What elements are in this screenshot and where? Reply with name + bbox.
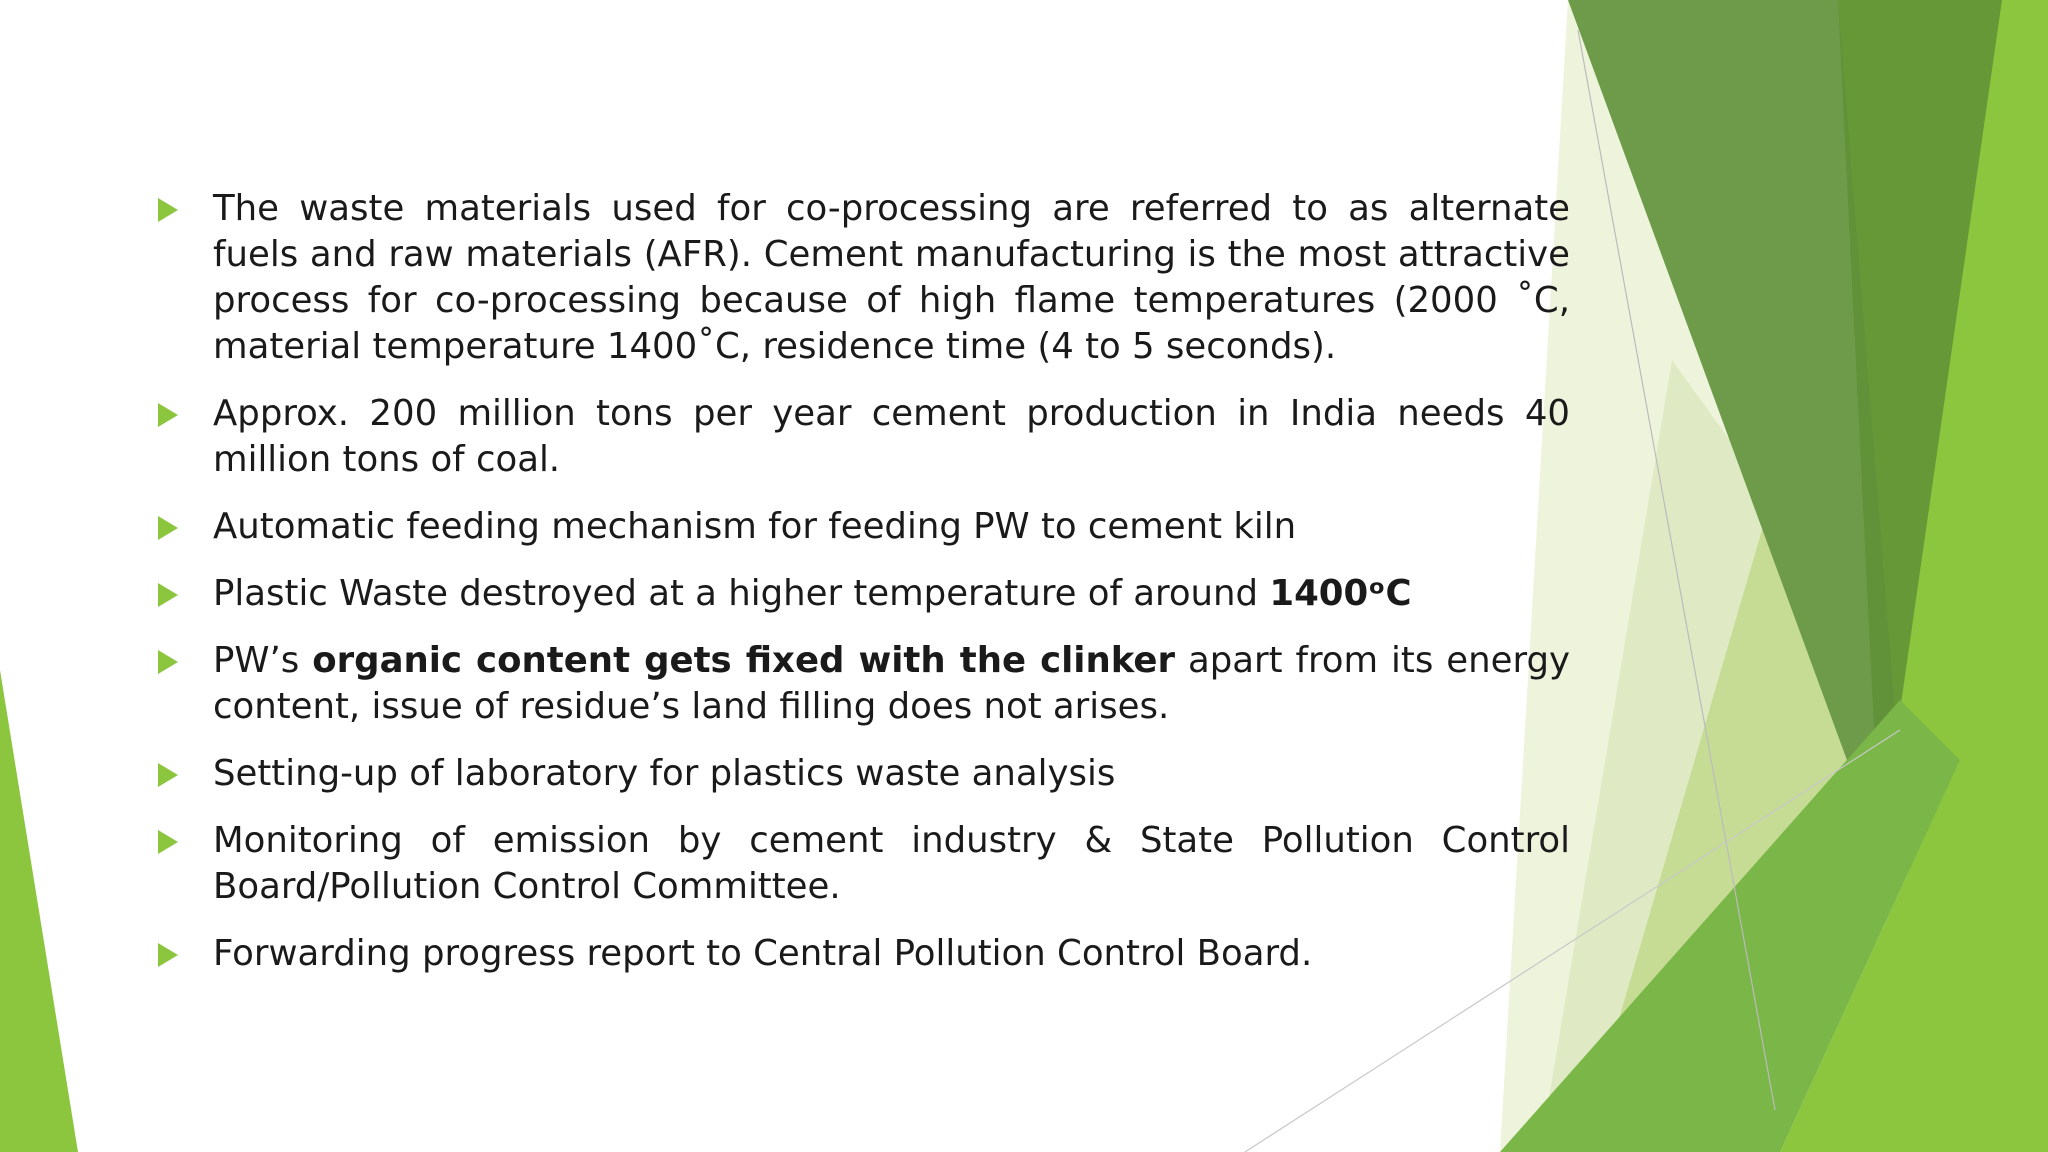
bullet-item-monitoring: [158, 818, 1570, 910]
bullet-text-suffix: apart from its energy content, issue of residue’s land filling does not arises.: [213, 640, 1571, 727]
bullet-arrow-icon: [158, 516, 178, 540]
bullet-arrow-icon: [158, 830, 178, 854]
bullet-item-feeding: [158, 504, 1570, 550]
bullet-item-laboratory: [158, 751, 1570, 797]
bullet-arrow-icon: [158, 943, 178, 967]
bullet-item-production: [158, 391, 1570, 483]
bullet-arrow-icon: [158, 763, 178, 787]
bullet-text: Monitoring of emission by cement industry & State Pollution Control Board/Pollution Control Committee.: [213, 820, 1570, 907]
bullet-text-bold: 1400ᵒC: [1269, 573, 1412, 614]
bullet-item-report: [158, 931, 1570, 977]
bullet-list: [158, 186, 1570, 977]
bullet-item-temperature: [158, 571, 1570, 617]
bullet-text-bold: organic content gets fixed with the clinker: [312, 640, 1175, 681]
bullet-arrow-icon: [158, 403, 178, 427]
bullet-text: Approx. 200 million tons per year cement production in India needs 40 million tons of coal.: [213, 393, 1570, 480]
bullet-item-organic: [158, 638, 1570, 730]
bullet-text: Forwarding progress report to Central Pollution Control Board.: [213, 933, 1313, 974]
bullet-arrow-icon: [158, 650, 178, 674]
bullet-text: The waste materials used for co-processing are referred to as alternate fuels and raw materials (AFR). Cement manufacturing is the most attractive process for co-processing because of high flame temperatures (2000 ˚C, material temperature 1400˚C, residence time (4 to 5 seconds).: [213, 188, 1570, 367]
left-green-sliver: [0, 670, 78, 1152]
bullet-text-prefix: Plastic Waste destroyed at a higher temperature of around: [213, 573, 1270, 614]
bullet-text-prefix: PW’s: [213, 640, 313, 681]
bullet-text: Setting-up of laboratory for plastics waste analysis: [213, 753, 1116, 794]
content-area: [158, 186, 1570, 998]
bullet-arrow-icon: [158, 198, 178, 222]
bullet-item-afr: [158, 186, 1570, 370]
bullet-arrow-icon: [158, 583, 178, 607]
bullet-text: Automatic feeding mechanism for feeding PW to cement kiln: [213, 506, 1297, 547]
